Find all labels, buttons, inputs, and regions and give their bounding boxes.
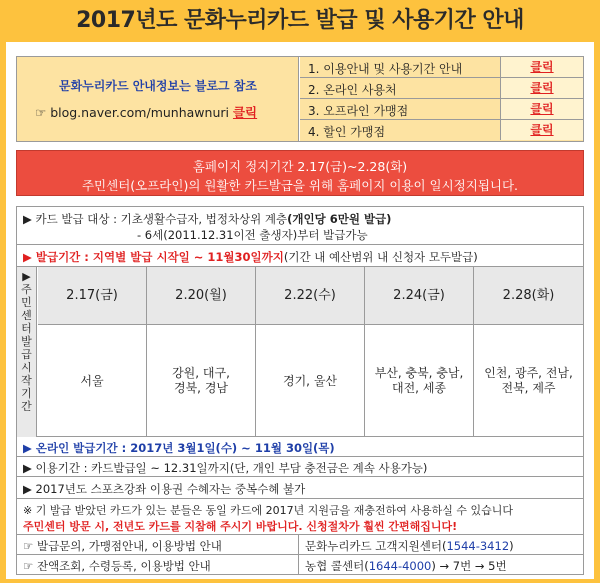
reissue-notice: ※ 기 발급 받았던 카드가 있는 분들은 동일 카드에 2017년 지원금을 재충전하여 사용하실 수 있습니다 [23, 504, 513, 517]
online-period-row [17, 437, 583, 457]
phone-number[interactable]: 1544-3412 [446, 539, 510, 553]
region-schedule [17, 267, 583, 437]
blog-info-label: 문화누리카드 안내정보는 블로그 참조 [58, 79, 257, 93]
issue-period-row [17, 245, 583, 267]
region-cell [474, 325, 583, 437]
info-row-label: 2. 온라인 사용처 [308, 83, 397, 97]
region-text: 인천, 광주, 전남, [484, 366, 573, 380]
blog-info [17, 57, 299, 141]
info-row-label: 3. 오프라인 가맹점 [308, 104, 409, 118]
date-header: 2.17(금) [38, 267, 147, 325]
region-text: 서울 [80, 373, 104, 388]
issue-period-text: ▶ 발급기간 : 지역별 발급 시작일 ~ 11월30일까지 [23, 250, 284, 264]
info-row-link[interactable]: 클릭 [500, 57, 583, 77]
date-header: 2.22(수) [256, 267, 365, 325]
contact-row [17, 555, 583, 574]
banner-line-2: 주민센터(오프라인)의 원활한 카드발급을 위해 홈페이지 이용이 일시정지됩니다. [81, 178, 519, 193]
contact-suffix: ) [509, 539, 514, 553]
region-cell [147, 325, 256, 437]
usage-period: ▶ 이용기간 : 카드발급일 ~ 12.31일까지(단, 개인 부담 충전금은 계속 사용가능) [23, 461, 428, 475]
blog-link[interactable]: 클릭 [232, 105, 258, 120]
online-period: ▶ 온라인 발급기간 : 2017년 3월1일(수) ~ 11월 30일(목) [23, 441, 335, 455]
contact-topic [17, 555, 299, 574]
contact-center: 문화누리카드 고객지원센터( [305, 539, 447, 553]
info-row-discount [300, 120, 583, 141]
date-header: 2.28(화) [474, 267, 583, 325]
pointing-hand-icon: ☞ [35, 105, 51, 120]
contact-row [17, 535, 583, 555]
duplicate-row [17, 477, 583, 499]
contact-number [299, 535, 583, 554]
info-row-online [300, 78, 583, 99]
info-row-offline [300, 99, 583, 120]
info-row-link[interactable]: 클릭 [500, 78, 583, 98]
issue-age: - 6세(2011.12.31이전 출생자)부터 발급가능 [137, 228, 368, 242]
info-row-link[interactable]: 클릭 [500, 120, 583, 140]
info-table [16, 56, 584, 142]
phone-number[interactable]: 1644-4000 [368, 559, 432, 573]
issue-target-row [17, 207, 583, 245]
info-row-label: 4. 할인 가맹점 [308, 125, 386, 139]
duplicate-notice: ▶ 2017년도 스포츠강좌 이용권 수혜자는 중복수혜 불가 [23, 482, 306, 496]
info-row-link[interactable]: 클릭 [500, 99, 583, 119]
region-text: 대전, 세종 [392, 381, 446, 395]
contact-topic-text: ☞ 잔액조회, 수령등록, 이용방법 안내 [23, 559, 211, 573]
suspension-banner [16, 150, 584, 196]
issue-target-text: ▶ 카드 발급 대상 : 기초생활수급자, 법정차상위 계층 [23, 212, 288, 226]
contact-number-text [305, 538, 514, 554]
usage-period-row [17, 457, 583, 477]
contact-number-text [305, 558, 507, 574]
region-side-label: ▶ 주 민 센 터 발 급 시 작 기 간 [17, 267, 37, 437]
contact-suffix: ) → 7번 → 5번 [431, 559, 507, 573]
visit-notice: 주민센터 방문 시, 전년도 카드를 지참해 주시기 바랍니다. 신청절차가 훨씬 간편해집니다! [23, 520, 458, 533]
schedule-table [16, 206, 584, 575]
date-header: 2.20(월) [147, 267, 256, 325]
page-title: 2017년도 문화누리카드 발급 및 사용기간 안내 [76, 8, 524, 33]
notice-row [17, 499, 583, 535]
contact-center: 농협 콜센터( [305, 559, 369, 573]
issue-target [23, 211, 391, 227]
region-text: 경북, 경남 [174, 381, 228, 395]
issue-period-note: (기간 내 예산범위 내 신청자 모두발급) [283, 250, 478, 264]
blog-url-line [35, 103, 257, 121]
date-header: 2.24(금) [365, 267, 474, 325]
region-cell [365, 325, 474, 437]
region-text: 부산, 충북, 충남, [374, 366, 464, 380]
issue-target-amount: (개인당 6만원 발급) [287, 212, 392, 226]
region-text: 강원, 대구, [172, 366, 230, 380]
contact-number [299, 555, 583, 574]
info-row-label: 1. 이용안내 및 사용기간 안내 [308, 62, 463, 76]
blog-url[interactable]: blog.naver.com/munhawnuri [50, 105, 229, 120]
issue-period [23, 249, 478, 265]
banner-line-1: 홈페이지 정지기간 2.17(금)~2.28(화) [192, 159, 408, 174]
region-text: 전북, 제주 [501, 381, 556, 395]
region-cell [38, 325, 147, 437]
region-cell [256, 325, 365, 437]
contact-topic [17, 535, 299, 554]
region-text: 경기, 울산 [283, 373, 337, 388]
info-row-guide [300, 57, 583, 78]
contact-topic-text: ☞ 발급문의, 가맹점안내, 이용방법 안내 [23, 539, 222, 553]
